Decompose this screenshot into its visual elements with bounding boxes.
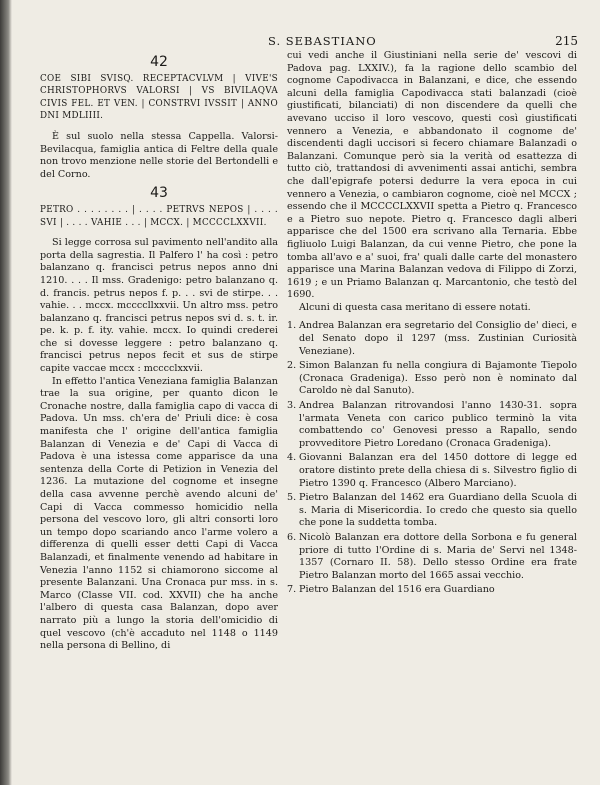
list-number: 4.: [287, 452, 297, 464]
continuation-paragraph: cui vedi anche il Giustiniani nella serie de' vescovi di Padova pag. LXXIV.), fa la ragione dello scambio del cognome Capodivacca in Balanzani, e dice, che essendo alcuni della famiglia Capodivacca stati balanzadi (cioè giustificati, bilanciati) di non discendere da quelli che avevano ucciso il loro vescovo, questi così giustificati vennero a Venezia, e abbandonato il cognome de' discendenti dagli uccisori si fecero chiamare Balanzadi o Balanzani. Comunque però sia la verità od esattezza di tutto ciò, trattandosi di avvenimenti assai antichi, sembra che dall'epigrafe potersi dedurre la vera epoca in cui vennero a Venezia, o cambiaron cognome, cioè nel MCCX ; essendo che il MCCCCLXXVII spetta a Pietro q. Francesco e a Pietro suo nepote. Pietro q. Francesco dagli alberi apparisce che del 1500 era scrivano alla Ternaria. Ebbe figliuolo Luigi Balanzan, da cui venne Pietro, che pone la tomba all'avo e a' suoi, fra' quali dalle carte del monastero apparisce una Marina Balanzan vedova di Filippo di Zorzi, 1619 ; e un Priamo Balanzan q. Marcantonio, che testò del 1690.: [287, 50, 577, 301]
commentary-42: È sul suolo nella stessa Cappella. Valorsi-Bevilacqua, famiglia antica di Feltre della quale non trovo menzione nelle storie del Bertondelli e del Corno.: [40, 130, 278, 180]
inscription-42: COE SIBI SVISQ. RECEPTACVLVM | VIVE'S CHRISTOPHORVS VALORSI | VS BIVILAQVA CIVIS FEL. ET VEN. | CONSTRVI IVSSIT | ANNO DNI MDLIIII.: [40, 73, 278, 122]
list-number: 1.: [287, 320, 297, 332]
commentary-43-paragraph-1: Si legge corrosa sul pavimento nell'andito alla porta della sagrestia. Il Palfero l' ha così : petro balanzano q. francisci petrus nepos anno dni 1210. . . . Il mss. Gradenigo: petro balanzano q. d. francis. petrus nepos f. p. . . svi de stirpe. . . vahie. . . mccx. mccccllxxvii. Un altro mss. petro balanzano q. francisci petrus nepos svi d. s. t. ir. pe. k. p. f. ity. vahie. mccx. Io quindi crederei che si dovesse leggere : petro balanzano q. francisci petrus nepos fecit et sus de stirpe capite vaccae mccx : mcccclxxvii.: [40, 237, 278, 375]
list-text: Pietro Balanzan del 1462 era Guardiano della Scuola di s. Maria di Misericordia. Io credo che questo sia quello che pone la suddetta tomba.: [299, 492, 577, 529]
list-text: Nicolò Balanzan era dottore della Sorbona e fu general priore di tutto l'Ordine di s. Maria de' Servi nel 1348-1357 (Cornaro II. 58). Dello stesso Ordine era frate Pietro Balanzan morto del 1665 assai vecchio.: [299, 531, 577, 581]
list-number: 3.: [287, 400, 297, 412]
spacer: [40, 229, 278, 237]
commentary-43-paragraph-2: In effetto l'antica Veneziana famiglia Balanzan trae la sua origine, per quanto dicon le Cronache nostre, dalla famiglia capo di vacca di Padova. Un mss. ch'era de' Priuli dice: è cosa manifesta che l' origine dell'antica famiglia Balanzan di Venezia e de' Capi di Vacca di Padova è una istessa come apparisce da una sentenza della Corte di Petizion in Venezia del 1236. La mutazione del cognome et insegne della casa avvenne perchè avendo alcuni de' Capi di Vacca commesso homicidio nella persona del vescovo loro, gli altri consorti loro un tempo dopo scariando anco l'arme volero a differenza di quelli esser detti Capi di Vacca Balanzadi, et finalmente venendo ad habitare in Venezia l'anno 1152 si chiamorono siccome al presente Balanzani. Una Cronaca pur mss. in s. Marco (Classe VII. cod. XXVII) che ha anche l'albero di questa casa Balanzan, dopo aver narrato più a lungo la storia dell'omicidio di quel vescovo (ch'è accaduto nel 1148 o 1149 nella persona di Bellino, di: [40, 375, 278, 652]
list-text: Andrea Balanzan ritrovandosi l'anno 1430-31. sopra l'armata Veneta con carico publico terminò la vita combattendo co' Genovesi presso a Rapallo, sendo provveditore Pietro Loredano (Cronaca Gradeniga).: [299, 400, 577, 449]
list-text: Pietro Balanzan del 1516 era Guardiano: [299, 584, 495, 596]
list-text: Simon Balanzan fu nella congiura di Bajamonte Tiepolo (Cronaca Gradeniga). Esso però non è nominato dal Caroldo nè dal Sanuto).: [299, 360, 577, 397]
list-number: 6.: [287, 531, 297, 543]
list-text: Andrea Balanzan era segretario del Consiglio de' dieci, e del Senato dopo il 1297 (mss. Zustinian Curiosità Veneziane).: [299, 320, 577, 357]
running-title: S. SEBASTIANO: [268, 34, 377, 48]
spacer: [40, 123, 278, 131]
entry-number-43: 43: [150, 185, 168, 202]
list-item: [287, 492, 577, 530]
entry-number-42: 42: [150, 54, 168, 70]
page-header: [0, 34, 600, 50]
left-column: [40, 50, 278, 653]
list-item: [287, 400, 577, 450]
list-number: 7.: [287, 584, 297, 596]
notable-intro: Alcuni di questa casa meritano di essere notati.: [299, 301, 531, 313]
page-gutter-shadow: [0, 0, 12, 785]
list-item: [287, 320, 577, 358]
list-text: Giovanni Balanzan era del 1450 dottore di legge ed oratore distinto prete della chiesa di s. Silvestro figlio di Pietro 1390 q. Francesco (Albero Marciano).: [299, 452, 577, 489]
notable-members-list: [287, 320, 577, 596]
list-item: [287, 360, 577, 398]
list-item: [287, 532, 577, 582]
list-item: [287, 452, 577, 490]
inscription-43: PETRO . . . . . . . . | . . . . PETRVS NEPOS | . . . . SVI | . . . . VAHIE . . . | MCCX. | MCCCCLXXVII.: [40, 204, 278, 228]
page-number: 215: [555, 34, 578, 48]
list-item: [287, 584, 577, 597]
right-column: [287, 50, 577, 599]
list-number: 5.: [287, 492, 297, 504]
list-number: 2.: [287, 360, 297, 372]
